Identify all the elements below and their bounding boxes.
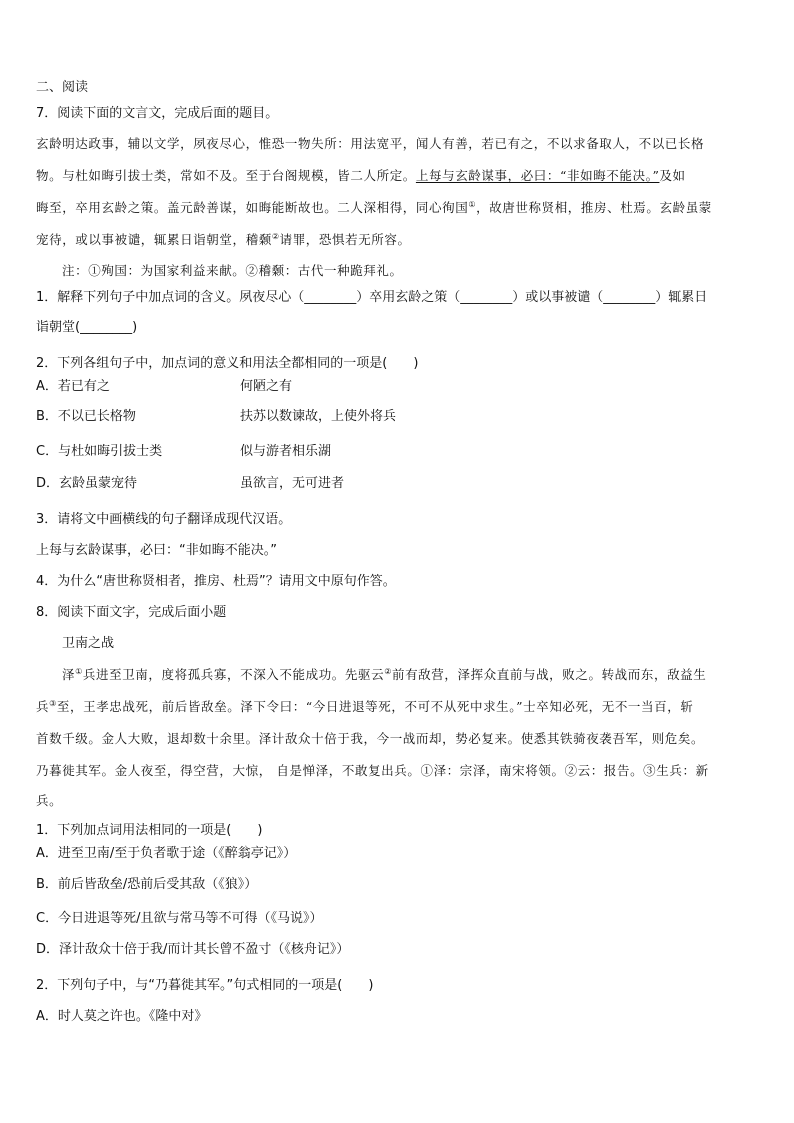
- q7-passage-text: ，故唐世称贤相，推房、杜焉。玄龄虽蒙: [476, 200, 712, 216]
- q8-header: 8．阅读下面文字，完成后面小题: [36, 605, 227, 620]
- q7-passage-text: 物。与杜如晦引拔士类，常如不及。至于台阁规模，皆二人所定。: [36, 168, 416, 183]
- q8-s2-stem: 2．下列句子中，与“乃暮徙其军。”句式相同的一项是( ): [36, 978, 374, 993]
- option-c-left: C．与杜如晦引拔士类: [36, 444, 163, 459]
- q7-s2-option-b: [36, 409, 397, 425]
- q7-s4-stem: 4．为什么“唐世称贤相者，推房、杜焉”？请用文中原句作答。: [36, 574, 396, 589]
- option-b-right: 扶苏以数谏故，上使外将兵: [240, 409, 397, 424]
- q7-s3-sentence: 上每与玄龄谋事，必曰：“非如晦不能决。”: [36, 543, 277, 558]
- option-a-left: A．若已有之: [36, 379, 110, 394]
- q7-passage-line-4: [36, 232, 411, 247]
- q7-s1-line-1: 1．解释下列句子中加点词的含义。夙夜尽心（________）卒用玄龄之策（________）或以事被谴（________）辄累日: [36, 290, 708, 305]
- q7-passage-line-2: [36, 168, 686, 183]
- q7-header: 7．阅读下面的文言文，完成后面的题目。: [36, 106, 279, 121]
- q8-passage-line-4: 乃暮徙其军。金人夜至，得空营，大惊， 自是惮泽，不敢复出兵。①泽：宗泽，南宋将领。②云：报告。③生兵：新: [36, 763, 709, 778]
- q8-passage-title: 卫南之战: [62, 636, 115, 651]
- q8-s1-option-c: C．今日进退等死/且欲与常马等不可得（《马说》）: [36, 911, 323, 926]
- footnote-marker: ①: [75, 667, 83, 676]
- q7-s3-stem: 3．请将文中画横线的句子翻译成现代汉语。: [36, 512, 292, 527]
- q7-passage-text: 及如: [659, 168, 686, 183]
- q7-passage-text: 宠待，或以事被谴，辄累日诣朝堂，稽颡: [36, 232, 272, 248]
- q7-s2-option-a: [36, 379, 293, 395]
- q7-passage-text: 晦至，卒用玄龄之策。盖元龄善谋，如晦能断故也。二人深相得，同心徇国: [36, 200, 469, 216]
- q7-passage-text: 请罪，恐惧若无所容。: [279, 232, 411, 248]
- q8-passage-text: 泽: [62, 667, 76, 683]
- underlined-sentence: 上每与玄龄谋事，必曰：“非如晦不能决。”: [415, 168, 660, 183]
- q7-s2-stem: 2．下列各组句子中，加点词的意义和用法全都相同的一项是( ): [36, 356, 419, 371]
- q8-s1-stem: 1．下列加点词用法相同的一项是( ): [36, 823, 263, 838]
- q8-passage-line-5: 兵。: [36, 793, 63, 808]
- q8-passage-text: 兵: [36, 699, 50, 715]
- option-d-right: 虽欲言，无可进者: [240, 476, 345, 491]
- option-c-right: 似与游者相乐湖: [240, 444, 332, 459]
- q8-passage-line-2: [36, 699, 693, 714]
- q7-note: 注：①殉国：为国家利益来献。②稽颡：古代一种跪拜礼。: [62, 263, 403, 278]
- q8-passage-line-1: [62, 667, 706, 682]
- q8-passage-text: 兵进至卫南，度将孤兵寡，不深入不能成功。先驱云: [82, 667, 385, 683]
- q8-s1-option-d: D．泽计敌众十倍于我/而计其长曾不盈寸（《核舟记》）: [36, 942, 350, 957]
- footnote-marker: ①: [468, 200, 477, 209]
- q7-s1-line-2: 诣朝堂(________): [36, 320, 138, 335]
- q7-passage-line-3: [36, 200, 712, 215]
- q7-s2-option-d: [36, 476, 345, 492]
- q8-passage-text: 至，王孝忠战死，前后皆敌垒。泽下令曰：“今日进退等死，不可不从死中求生。”士卒知必死，无不一当百，斩: [56, 699, 694, 715]
- footnote-marker: ②: [271, 232, 280, 241]
- section-title: 二、阅读: [36, 80, 89, 95]
- q8-s1-option-a: A．进至卫南/至于负者歌于途（《醉翁亭记》）: [36, 846, 297, 861]
- footnote-marker: ②: [384, 667, 392, 676]
- q8-s2-option-a: A．时人莫之许也。《隆中对》: [36, 1009, 208, 1024]
- q8-s1-option-b: B．前后皆敌垒/恐前后受其敌（《狼》）: [36, 877, 258, 892]
- q8-passage-text: 前有敌营，泽挥众直前与战，败之。转战而东，敌益生: [391, 667, 707, 683]
- q7-passage-line-1: 玄龄明达政事，辅以文学，夙夜尽心，惟恐一物失所：用法宽平，闻人有善，若已有之，不以求备取人，不以已长格: [36, 136, 705, 151]
- option-a-right: 何陋之有: [240, 379, 293, 394]
- option-b-left: B．不以已长格物: [36, 409, 136, 424]
- q7-s2-option-c: [36, 444, 332, 460]
- q8-passage-line-3: 首数千级。金人大败，退却数十余里。泽计敌众十倍于我，今一战而却，势必复来。使悉其铁骑夜袭吾军，则危矣。: [36, 731, 705, 746]
- footnote-marker: ③: [49, 699, 57, 708]
- option-d-left: D．玄龄虽蒙宠待: [36, 476, 138, 491]
